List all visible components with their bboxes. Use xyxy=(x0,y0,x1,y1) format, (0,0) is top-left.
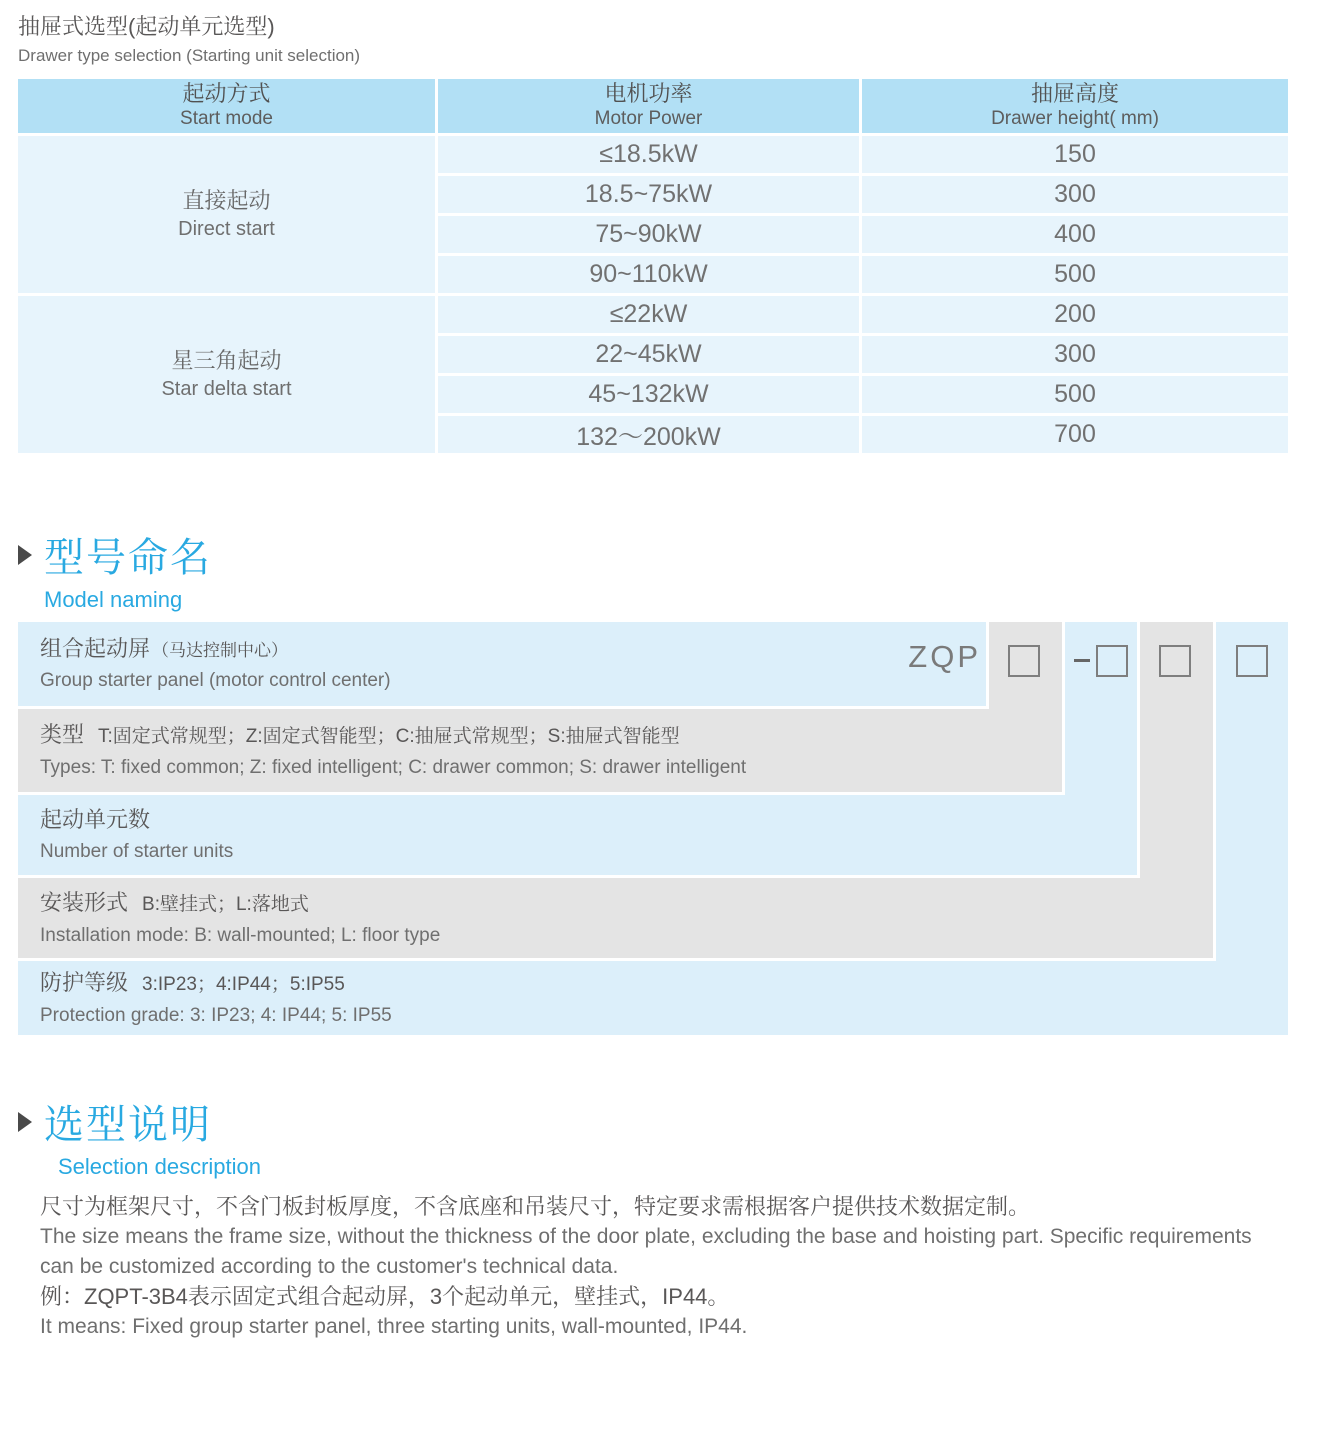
mode-cell-direct-start xyxy=(18,136,435,293)
page-title-en: Drawer type selection (Starting unit selection) xyxy=(18,46,361,65)
mode-zh: 直接起动 xyxy=(182,188,271,214)
page-title xyxy=(18,10,360,66)
description-en-2: It means: Fixed group starter panel, three starting units, wall-mounted, IP44. xyxy=(40,1315,748,1338)
header-zh: 电机功率 xyxy=(604,81,693,107)
code-box-icon xyxy=(1008,645,1040,677)
row-en: Group starter panel (motor control center) xyxy=(40,670,391,692)
triangle-icon xyxy=(18,545,32,565)
power-cell: 45~132kW xyxy=(438,376,859,413)
header-en: Motor Power xyxy=(594,107,703,129)
mode-cell-star-delta xyxy=(18,296,435,453)
power-cell: 90~110kW xyxy=(438,256,859,293)
description-block xyxy=(40,1192,1290,1342)
mode-en: Star delta start xyxy=(161,377,292,400)
height-cell: 400 xyxy=(862,216,1288,253)
height-cell: 200 xyxy=(862,296,1288,333)
diagram-row-installation-mode xyxy=(18,878,1213,958)
row-zh-sub: B:壁挂式；L:落地式 xyxy=(142,893,309,915)
header-zh: 抽屉高度 xyxy=(1030,81,1119,107)
power-cell: 75~90kW xyxy=(438,216,859,253)
description-zh-2: 例：ZQPT-3B4表示固定式组合起动屏，3个起动单元，壁挂式，IP44。 xyxy=(40,1284,730,1309)
row-en: Number of starter units xyxy=(40,841,234,863)
table-header-drawer-height xyxy=(862,79,1288,133)
row-zh-main: 安装形式 xyxy=(40,889,129,915)
power-cell: ≤22kW xyxy=(438,296,859,333)
power-cell: ≤18.5kW xyxy=(438,136,859,173)
mode-zh: 星三角起动 xyxy=(171,348,282,374)
row-zh-main: 防护等级 xyxy=(40,969,129,995)
power-cell: 18.5~75kW xyxy=(438,176,859,213)
height-cell: 150 xyxy=(862,136,1288,173)
row-zh-sub: 3:IP23；4:IP44；5:IP55 xyxy=(142,973,345,995)
description-zh-1: 尺寸为框架尺寸，不含门板封板厚度，不含底座和吊装尺寸，特定要求需根据客户提供技术数据定制。 xyxy=(40,1194,1031,1219)
section-title-en: Model naming xyxy=(44,587,183,612)
power-cell: 22~45kW xyxy=(438,336,859,373)
diagram-row-protection-grade xyxy=(18,961,1288,1035)
model-naming-diagram xyxy=(18,622,1288,1035)
row-en: Installation mode: B: wall-mounted; L: floor type xyxy=(40,924,441,946)
section-title-zh: 选型说明 xyxy=(44,1103,212,1147)
row-en: Protection grade: 3: IP23; 4: IP44; 5: IP55 xyxy=(40,1004,392,1026)
dash-icon xyxy=(1074,659,1090,662)
section-title-en: Selection description xyxy=(58,1154,262,1179)
section-title-zh: 型号命名 xyxy=(44,536,212,580)
row-zh-sub: （马达控制中心） xyxy=(152,640,289,660)
code-box-icon xyxy=(1096,645,1128,677)
height-cell: 500 xyxy=(862,376,1288,413)
section-title xyxy=(18,1093,261,1150)
row-zh-main: 类型 xyxy=(40,722,85,748)
code-box-icon xyxy=(1159,645,1191,677)
height-cell: 300 xyxy=(862,336,1288,373)
header-en: Drawer height( mm) xyxy=(991,107,1159,129)
section-selection-description xyxy=(18,1093,261,1180)
mode-en: Direct start xyxy=(178,217,275,240)
table-header-motor-power xyxy=(438,79,859,133)
row-zh-main: 组合起动屏 xyxy=(40,635,151,661)
code-box-icon xyxy=(1236,645,1268,677)
model-code-prefix: ZQP xyxy=(908,639,981,674)
triangle-icon xyxy=(18,1112,32,1132)
section-title xyxy=(18,526,212,583)
row-en: Types: T: fixed common; Z: fixed intelligent; C: drawer common; S: drawer intelligent xyxy=(40,757,747,778)
height-cell: 700 xyxy=(862,416,1288,453)
section-model-naming xyxy=(18,526,212,613)
diagram-row-group-starter-panel xyxy=(18,622,986,706)
row-zh-main: 起动单元数 xyxy=(40,806,151,832)
height-cell: 300 xyxy=(862,176,1288,213)
diagram-row-types xyxy=(18,709,1062,792)
header-zh: 起动方式 xyxy=(182,81,271,107)
selection-table xyxy=(18,79,1288,453)
power-cell: 132～200kW xyxy=(438,416,859,453)
description-en-1: The size means the frame size, without the thickness of the door plate, excluding the base and hoisting part. Specific requirements can be customized according to the customer's technical data. xyxy=(40,1225,1252,1278)
height-cell: 500 xyxy=(862,256,1288,293)
page-title-zh: 抽屉式选型(起动单元选型) xyxy=(18,14,275,39)
table-header-start-mode xyxy=(18,79,435,133)
row-zh-sub: T:固定式常规型；Z:固定式智能型；C:抽屉式常规型；S:抽屉式智能型 xyxy=(98,726,680,748)
diagram-row-starter-units xyxy=(18,795,1137,875)
header-en: Start mode xyxy=(180,107,273,129)
